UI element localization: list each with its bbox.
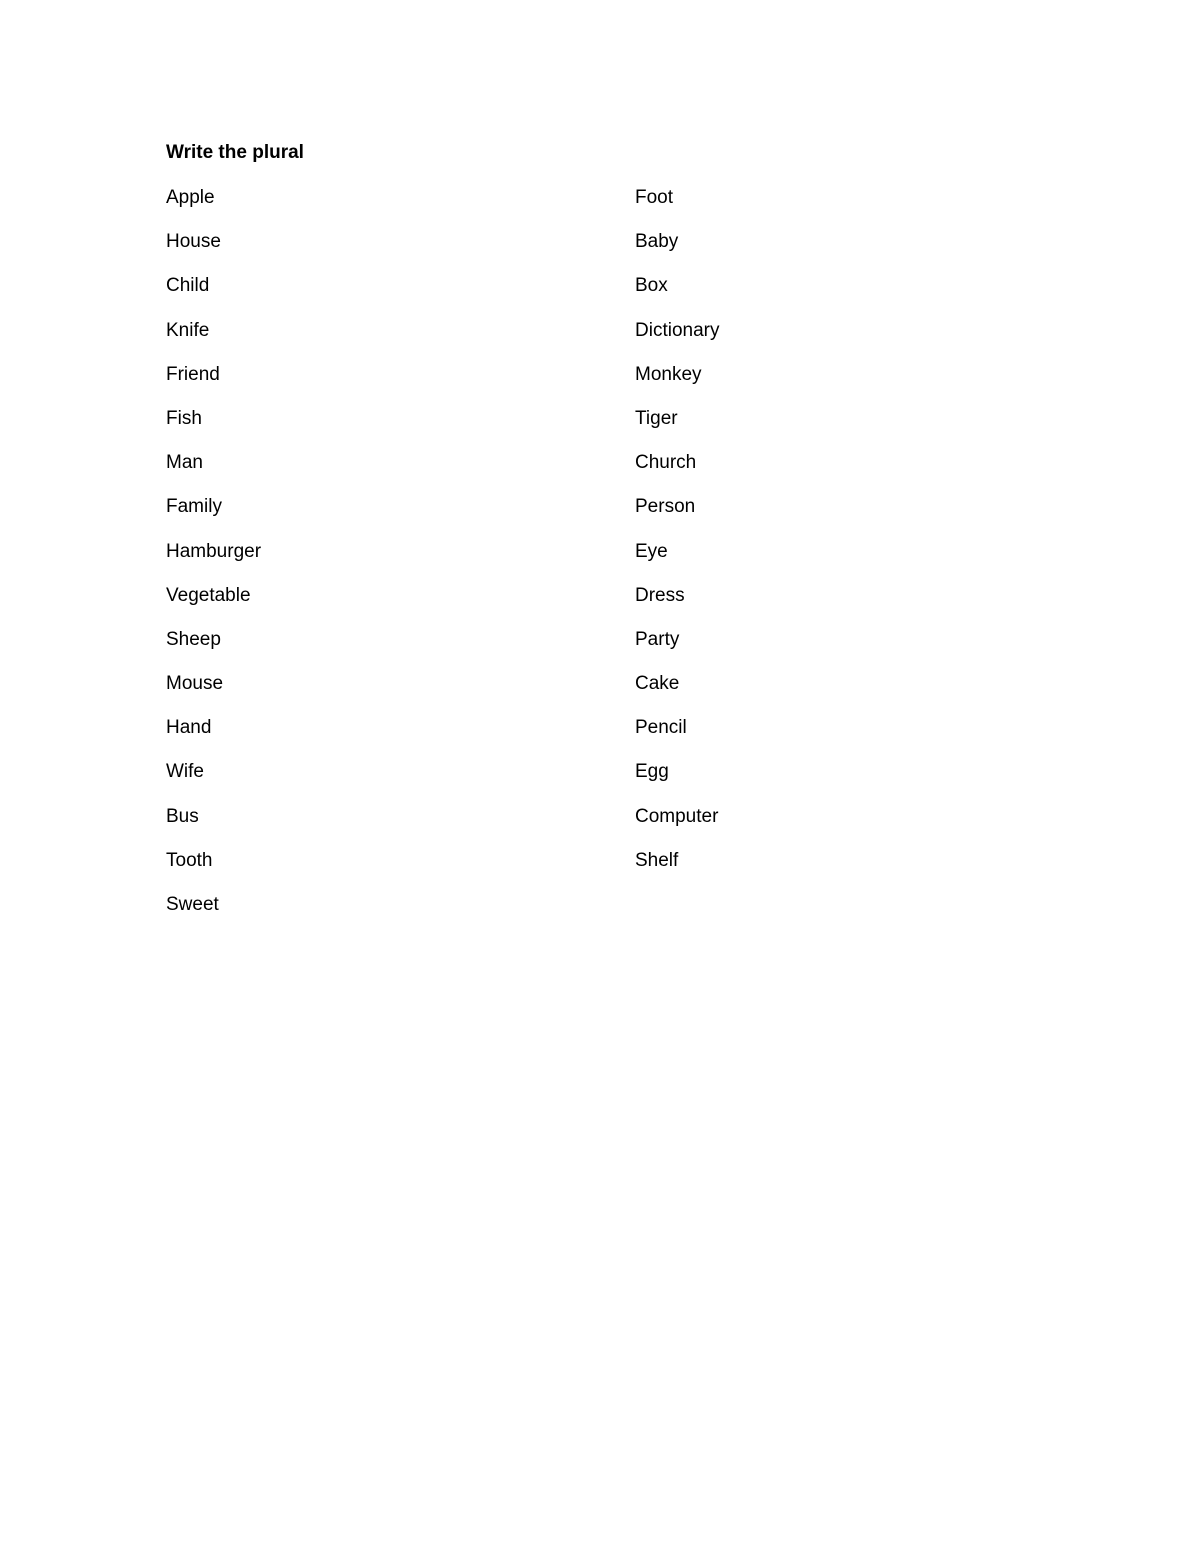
word-item: Monkey	[635, 363, 702, 385]
page-title: Write the plural	[166, 142, 304, 163]
word-item: Sweet	[166, 894, 219, 915]
word-item: Friend	[166, 363, 220, 385]
word-item: Child	[166, 275, 210, 297]
word-item: Dress	[635, 584, 685, 606]
word-item: Wife	[166, 761, 204, 783]
word-item: Sheep	[166, 628, 221, 650]
word-item: Baby	[635, 231, 679, 253]
word-list-right	[635, 186, 719, 893]
word-item: Egg	[635, 761, 669, 783]
word-item: Eye	[635, 540, 668, 562]
word-list-left	[166, 186, 261, 937]
word-item: Fish	[166, 407, 202, 429]
word-item: Pencil	[635, 717, 687, 739]
word-item: Computer	[635, 805, 719, 827]
word-item: Foot	[635, 187, 674, 208]
word-item: Dictionary	[635, 319, 720, 341]
word-item: Party	[635, 628, 680, 650]
word-item: Cake	[635, 673, 680, 695]
word-item: Bus	[166, 805, 199, 827]
word-item: Shelf	[635, 849, 679, 871]
word-item: Mouse	[166, 673, 224, 695]
word-item: Family	[166, 496, 222, 518]
word-item: House	[166, 231, 221, 253]
word-item: Knife	[166, 319, 210, 341]
word-item: Vegetable	[166, 584, 251, 606]
word-item: Hand	[166, 717, 212, 739]
word-item: Box	[635, 275, 668, 297]
word-item: Tooth	[166, 849, 213, 871]
word-item: Apple	[166, 187, 215, 208]
word-item: Hamburger	[166, 540, 262, 562]
word-item: Person	[635, 496, 696, 518]
word-item: Tiger	[635, 407, 678, 429]
word-item: Church	[635, 452, 697, 474]
word-item: Man	[166, 452, 203, 474]
